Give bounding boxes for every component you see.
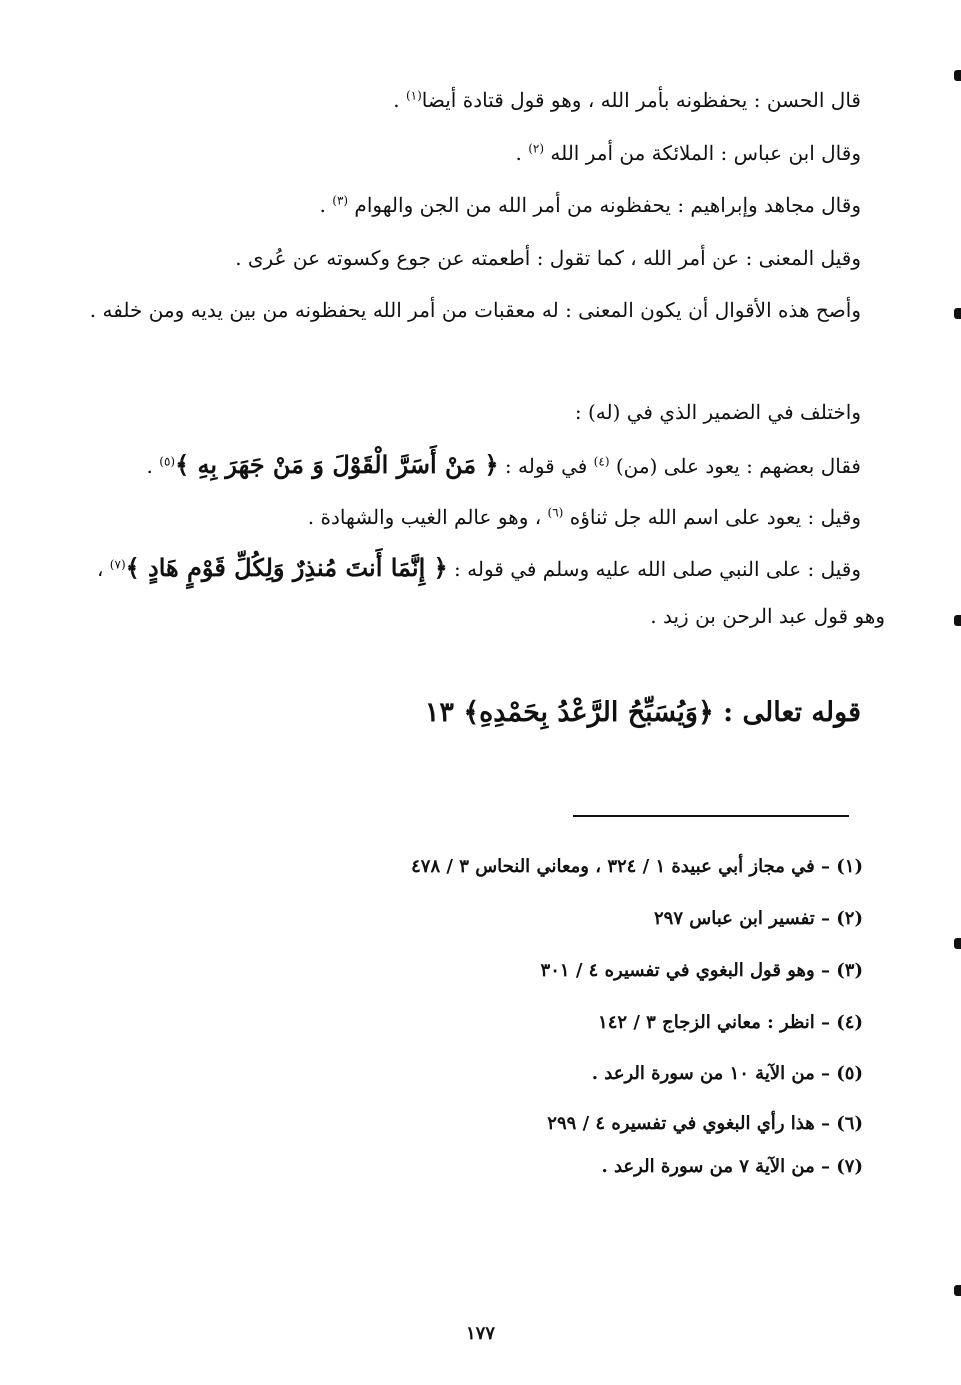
footnote-ref-1[interactable]: (١)	[405, 88, 422, 103]
footnote-ref-3[interactable]: (٣)	[332, 193, 349, 208]
footnote-5: (٥) – من الآية ١٠ من سورة الرعد .	[591, 1063, 863, 1084]
footnote-ref-2[interactable]: (٢)	[528, 141, 545, 156]
footnote-2: (٢) – تفسير ابن عباس ٢٩٧	[654, 908, 863, 929]
paragraph-most-correct: وأصح هذه الأقوال أن يكون المعنى : له معقبات من أمر الله يحفظونه من بين يديه ومن خلفه .	[89, 298, 861, 322]
heading-quran-verse: ﴿وَيُسَبِّحُ الرَّعْدُ بِحَمْدِهِ﴾	[463, 697, 714, 728]
paragraph-name-of-allah: وقيل : يعود على اسم الله جل ثناؤه $^{(٦)}$ ، وهو عالم الغيب والشهادة .	[307, 505, 861, 529]
footnote-ref-5[interactable]: (٥)	[159, 454, 176, 469]
binding-mark	[954, 70, 961, 81]
footnote-number: (٢)	[836, 908, 863, 929]
binding-mark	[954, 1285, 961, 1296]
footnote-number: (٥)	[836, 1063, 863, 1084]
page-number: ١٧٧	[465, 1323, 495, 1344]
footnote-number: (١)	[836, 856, 863, 877]
footnote-number: (٤)	[836, 1012, 863, 1033]
verse-heading: قوله تعالى : ﴿وَيُسَبِّحُ الرَّعْدُ بِحَمْدِهِ﴾ ١٣	[424, 697, 861, 728]
footnote-ref-4[interactable]: (٤)	[593, 454, 610, 469]
paragraph-some-said: فقال بعضهم : يعود على (من) $^{(٤)}$ في قوله : ﴿ مَنْ أَسَرَّ الْقَوْلَ وَ مَنْ جَهَرَ بِهِ ﴾$^{(٥)}$ .	[146, 450, 861, 479]
quran-verse-rad-7: ﴿ إِنَّمَا أَنتَ مُنذِرٌ وَلِكُلِّ قَوْمٍ هَادٍ ﴾	[125, 553, 448, 582]
footnote-1: (١) – في مجاز أبي عبيدة ١ / ٣٢٤ ، ومعاني النحاس ٣ / ٤٧٨	[411, 856, 863, 877]
binding-mark	[954, 308, 961, 319]
verse-number: ١٣	[424, 697, 454, 728]
footnote-6: (٦) – هذا رأي البغوي في تفسيره ٤ / ٢٩٩	[547, 1113, 863, 1134]
paragraph-meaning: وقيل المعنى : عن أمر الله ، كما تقول : أطعمته عن جوع وكسوته عن عُرى .	[235, 246, 861, 270]
footnote-4: (٤) – انظر : معاني الزجاج ٣ / ١٤٢	[598, 1012, 863, 1033]
footnote-ref-6[interactable]: (٦)	[547, 505, 564, 520]
paragraph-prophet-continued: وهو قول عبد الرحن بن زيد .	[650, 604, 885, 628]
paragraph-ibn-abbas: وقال ابن عباس : الملائكة من أمر الله $^{(٢)}$ .	[515, 141, 861, 165]
footnote-7: (٧) – من الآية ٧ من سورة الرعد .	[601, 1156, 863, 1177]
paragraph-hasan: قال الحسن : يحفظونه بأمر الله ، وهو قول قتادة أيضا$^{(١)}$ .	[393, 88, 861, 112]
paragraph-prophet: وقيل : على النبي صلى الله عليه وسلم في قوله : ﴿ إِنَّمَا أَنتَ مُنذِرٌ وَلِكُلِّ قَوْمٍ هَادٍ ﴾$^{(٧)}$ ،	[96, 553, 861, 582]
paragraph-pronoun-dispute: واختلف في الضمير الذي في (له) :	[574, 400, 861, 424]
footnote-separator	[573, 815, 849, 817]
footnote-number: (٦)	[836, 1113, 863, 1134]
binding-mark	[954, 938, 961, 949]
footnote-number: (٣)	[836, 960, 863, 981]
binding-mark	[954, 615, 961, 626]
footnote-ref-7[interactable]: (٧)	[109, 557, 126, 572]
paragraph-mujahid: وقال مجاهد وإبراهيم : يحفظونه من أمر الله من الجن والهوام $^{(٣)}$ .	[319, 193, 861, 217]
footnote-3: (٣) – وهو قول البغوي في تفسيره ٤ / ٣٠١	[540, 960, 863, 981]
footnote-number: (٧)	[836, 1156, 863, 1177]
quran-verse-rad-10: ﴿ مَنْ أَسَرَّ الْقَوْلَ وَ مَنْ جَهَرَ بِهِ ﴾	[175, 450, 499, 479]
